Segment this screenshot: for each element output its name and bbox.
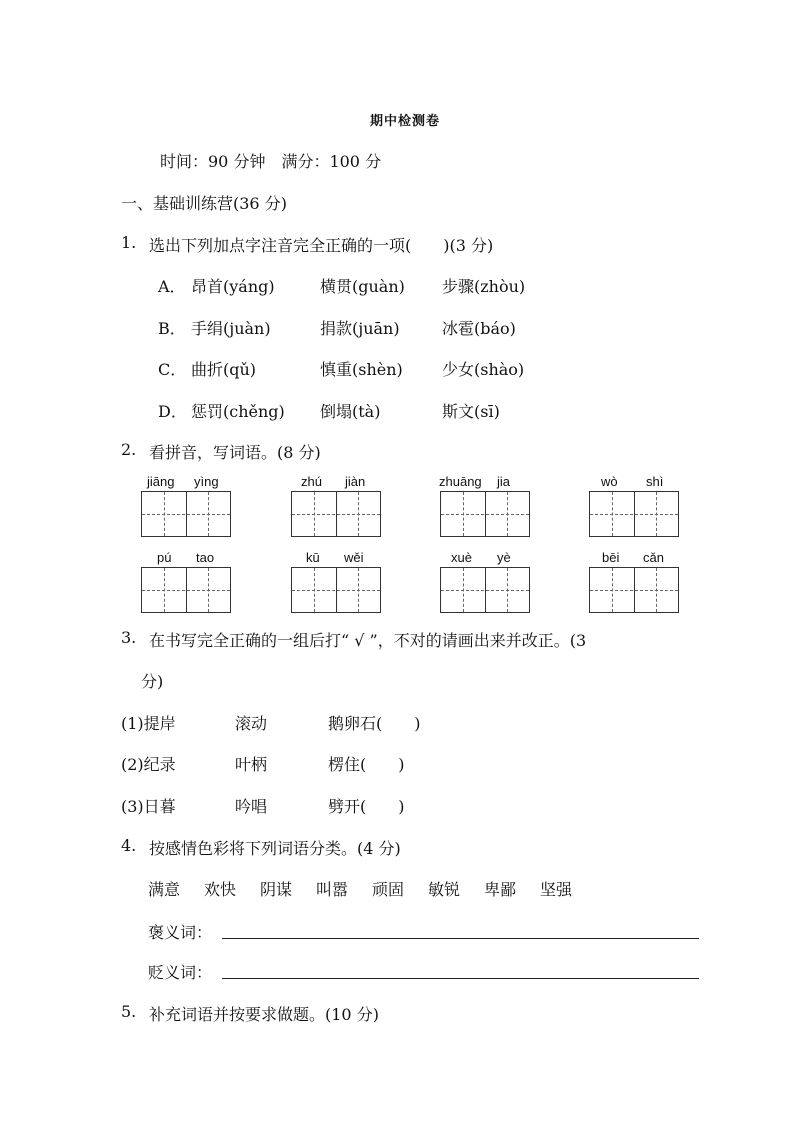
option-label: D． (158, 402, 187, 421)
option-word: 步骤(zhòu) (442, 277, 526, 296)
word-choice: 满意 (148, 880, 181, 899)
page-title: 期中检测卷 (370, 114, 441, 129)
option-word: 手绢(juàn) (191, 319, 271, 338)
time-info: 时间：90 分钟 满分：100 分 (160, 152, 382, 171)
question-text: 选出下列加点字注音完全正确的一项( )(3 分) (149, 236, 494, 255)
pinyin-label: pú (157, 550, 172, 565)
answer-line-commendatory[interactable] (222, 938, 699, 939)
item-label: (2)纪录 (121, 755, 176, 774)
pinyin-label: tao (196, 550, 215, 565)
pinyin-label: cǎn (643, 550, 664, 565)
question-number: 3. (121, 628, 137, 647)
writing-grid[interactable] (589, 491, 679, 537)
writing-grid[interactable] (440, 491, 530, 537)
writing-grid[interactable] (141, 491, 231, 537)
item-label: (3)日暮 (121, 797, 176, 816)
word-choice: 卑鄙 (484, 880, 517, 899)
question-text-continued: 分) (141, 672, 164, 691)
pinyin-label: wěi (344, 550, 364, 565)
pinyin-label: xuè (451, 550, 472, 565)
writing-grid[interactable] (440, 567, 530, 613)
word-choice: 欢快 (204, 880, 237, 899)
question-text: 补充词语并按要求做题。(10 分) (149, 1005, 379, 1024)
option-word: 昂首(yáng) (191, 277, 275, 296)
pinyin-label: kū (306, 550, 320, 565)
option-word: 少女(shào) (442, 360, 525, 379)
item-label: (1)提岸 (121, 714, 176, 733)
pinyin-label: wò (601, 474, 618, 489)
option-word: 慎重(shèn) (320, 360, 403, 379)
answer-blank[interactable]: 鹅卵石( ) (328, 714, 421, 733)
writing-grid[interactable] (141, 567, 231, 613)
writing-grid[interactable] (291, 567, 381, 613)
question-number: 4. (121, 836, 137, 855)
pinyin-label: bēi (602, 550, 620, 565)
word-choice: 顽固 (372, 880, 405, 899)
pinyin-label: yìng (194, 474, 219, 489)
option-label: A． (158, 277, 186, 296)
option-label: B． (158, 319, 186, 338)
option-word: 横贯(guàn) (320, 277, 405, 296)
pinyin-label: jia (497, 474, 511, 489)
item-word: 吟唱 (235, 797, 268, 816)
question-text: 在书写完全正确的一组后打“ √ ”，不对的请画出来并改正。(3 (149, 631, 587, 650)
option-word: 曲折(qǔ) (191, 360, 257, 379)
writing-grid[interactable] (589, 567, 679, 613)
pinyin-label: zhú (301, 474, 322, 489)
option-word: 惩罚(chěng) (191, 402, 285, 421)
item-word: 叶柄 (235, 755, 268, 774)
section-heading: 一、基础训练营(36 分) (121, 194, 287, 213)
label-derogatory: 贬义词： (148, 963, 213, 982)
writing-grid[interactable] (291, 491, 381, 537)
option-word: 冰雹(báo) (442, 319, 516, 338)
question-number: 2. (121, 440, 137, 459)
answer-line-derogatory[interactable] (222, 978, 699, 979)
question-number: 5. (121, 1002, 137, 1021)
option-label: C． (158, 360, 187, 379)
word-choice: 坚强 (540, 880, 573, 899)
word-choice: 阴谋 (260, 880, 293, 899)
word-choice: 敏锐 (428, 880, 461, 899)
pinyin-label: yè (497, 550, 511, 565)
answer-blank[interactable]: 劈开( ) (328, 797, 405, 816)
pinyin-label: jiāng (147, 474, 175, 489)
pinyin-label: shì (646, 474, 664, 489)
pinyin-label: jiàn (345, 474, 366, 489)
question-number: 1. (121, 233, 137, 252)
question-text: 看拼音，写词语。(8 分) (149, 443, 321, 462)
word-choice: 叫嚣 (316, 880, 349, 899)
option-word: 捐款(juān) (320, 319, 400, 338)
answer-blank[interactable]: 楞住( ) (328, 755, 405, 774)
label-commendatory: 褒义词： (148, 923, 213, 942)
item-word: 滚动 (235, 714, 268, 733)
option-word: 倒塌(tà) (320, 402, 381, 421)
pinyin-label: zhuāng (439, 474, 482, 489)
option-word: 斯文(sī) (442, 402, 500, 421)
question-text: 按感情色彩将下列词语分类。(4 分) (149, 839, 401, 858)
